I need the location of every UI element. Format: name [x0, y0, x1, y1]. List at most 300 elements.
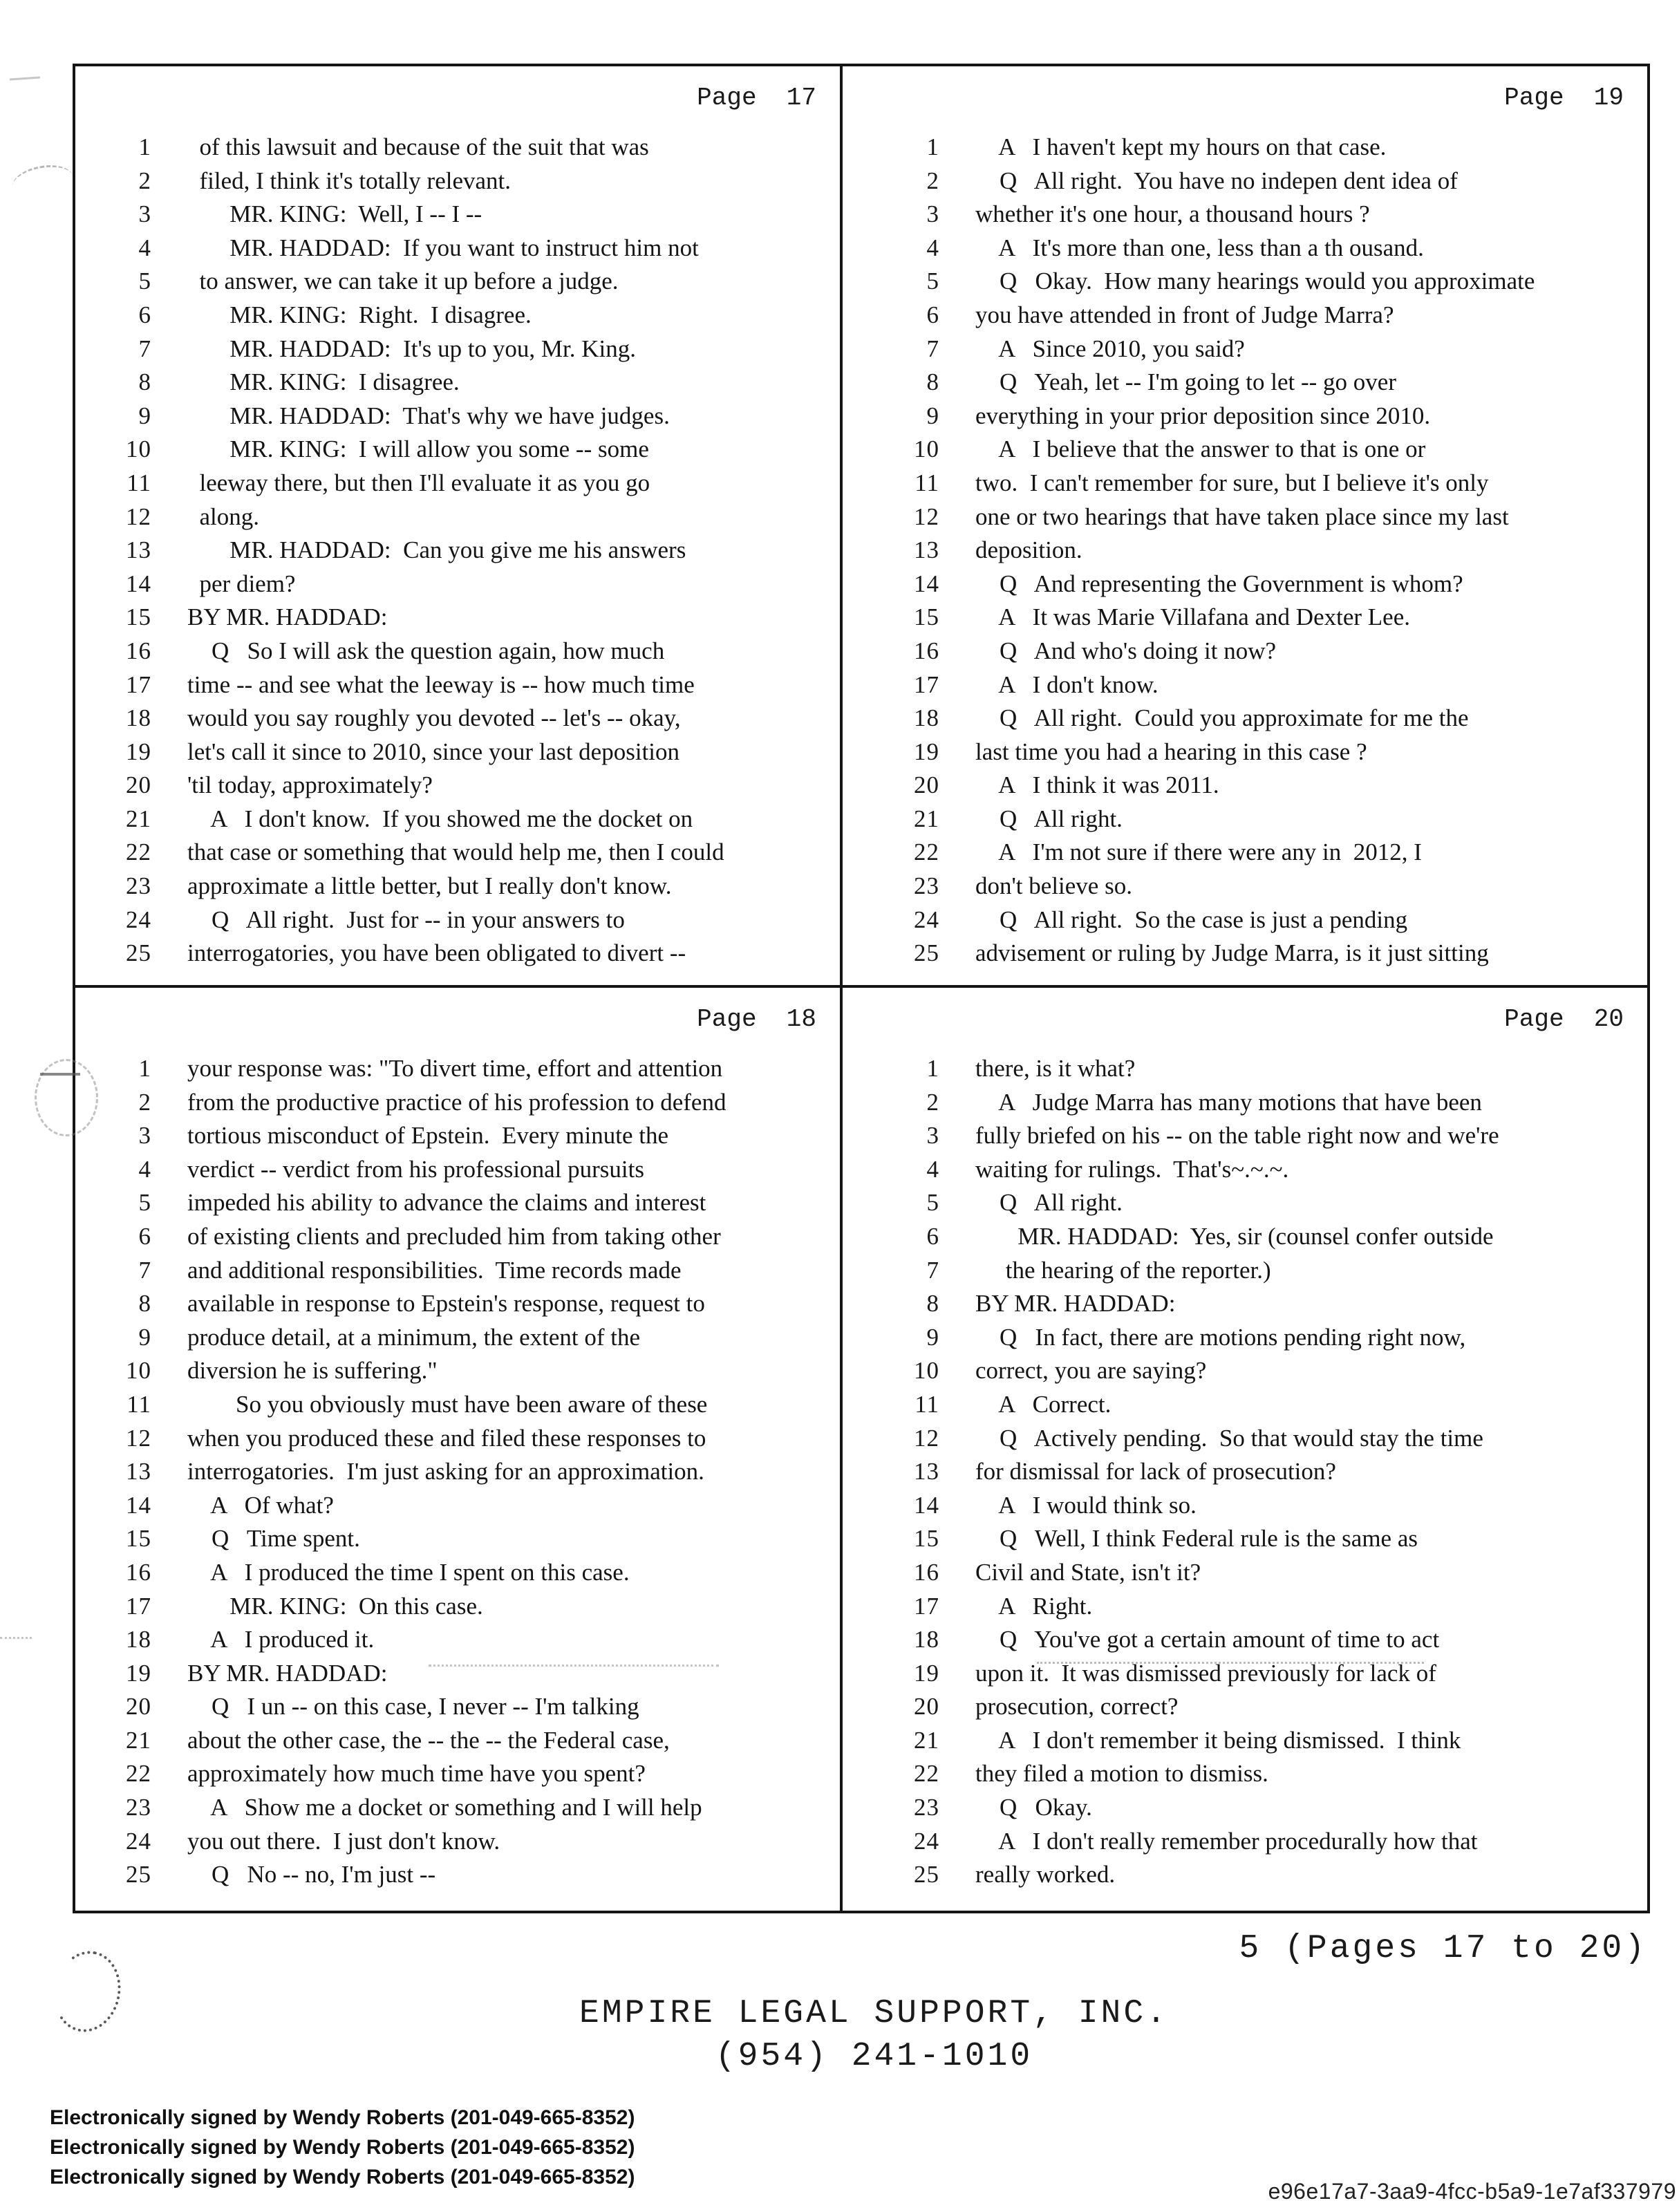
transcript-line [103, 534, 840, 568]
transcript-line [103, 1455, 840, 1489]
page-header: Page 20 [1504, 1005, 1624, 1033]
line-text: impeded his ability to advance the claims and interest [187, 1189, 706, 1217]
line-number: 23 [126, 1794, 151, 1821]
line-text: BY MR. HADDAD: [187, 1659, 388, 1687]
line-text: A I'm not sure if there were any in 2012, I [975, 838, 1422, 866]
line-number: 7 [926, 335, 939, 362]
line-text: about the other case, the -- the -- the Federal case, [187, 1726, 670, 1754]
line-number: 10 [126, 1357, 151, 1385]
line-number: 14 [914, 570, 939, 597]
line-number: 2 [926, 167, 939, 194]
line-text: A I don't know. If you showed me the docket on [187, 805, 693, 832]
line-text: A I produced it. [187, 1626, 375, 1653]
line-text: BY MR. HADDAD: [187, 603, 388, 631]
line-number: 7 [138, 335, 151, 362]
transcript-line [103, 131, 840, 165]
line-text: the hearing of the reporter.) [975, 1256, 1271, 1284]
line-number: 14 [914, 1491, 939, 1519]
line-text: A I think it was 2011. [975, 771, 1219, 799]
transcript-line [103, 332, 840, 366]
line-text: available in response to Epstein's response, request to [187, 1290, 705, 1318]
transcript-line [103, 1119, 840, 1153]
line-text: A Correct. [975, 1390, 1111, 1418]
transcript-line [891, 937, 1647, 971]
page-header: Page 18 [697, 1005, 816, 1033]
transcript-line [103, 803, 840, 836]
transcript-line [103, 1556, 840, 1590]
transcript-line [891, 500, 1647, 534]
line-text: when you produced these and filed these responses to [187, 1424, 706, 1452]
line-number: 12 [126, 503, 151, 530]
transcript-line [891, 601, 1647, 635]
line-text: your response was: "To divert time, effort and attention [187, 1055, 723, 1082]
line-text: MR. HADDAD: Yes, sir (counsel confer outside [975, 1222, 1494, 1250]
line-number: 18 [914, 704, 939, 732]
transcript-line [891, 1254, 1647, 1288]
transcript-line [103, 198, 840, 232]
transcript-line [103, 1422, 840, 1456]
line-number: 13 [914, 1458, 939, 1485]
transcript-line [891, 1153, 1647, 1187]
line-text: last time you had a hearing in this case ? [975, 738, 1367, 765]
line-text: MR. KING: On this case. [187, 1592, 483, 1620]
line-text: A Since 2010, you said? [975, 335, 1245, 362]
line-number: 2 [138, 167, 151, 194]
transcript-line [891, 131, 1647, 165]
transcript-line [891, 668, 1647, 702]
line-text: A I don't know. [975, 671, 1159, 698]
transcript-line [103, 1791, 840, 1825]
line-text: Q All right. Could you approximate for me the [975, 704, 1469, 732]
line-number: 9 [926, 402, 939, 429]
transcript-line [103, 1757, 840, 1791]
line-text: A It's more than one, less than a th ousand. [975, 234, 1424, 261]
line-number: 15 [914, 603, 939, 631]
line-text: would you say roughly you devoted -- let's -- okay, [187, 704, 681, 732]
line-number: 14 [126, 570, 151, 597]
transcript-line [891, 836, 1647, 870]
line-number: 23 [914, 1794, 939, 1821]
line-text: MR. KING: I disagree. [187, 368, 460, 396]
page-range-label: 5 (Pages 17 to 20) [1239, 1930, 1647, 1967]
line-text: everything in your prior deposition since 2010. [975, 402, 1431, 429]
line-text: A Of what? [187, 1491, 334, 1519]
line-number: 1 [926, 1055, 939, 1082]
page-header: Page 19 [1504, 84, 1624, 112]
line-number: 21 [914, 1726, 939, 1754]
line-text: Q I un -- on this case, I never -- I'm talking [187, 1693, 639, 1721]
line-number: 8 [926, 1290, 939, 1318]
line-text: A I haven't kept my hours on that case. [975, 133, 1387, 160]
line-text: So you obviously must have been aware of these [187, 1390, 708, 1418]
line-number: 24 [126, 1827, 151, 1855]
transcript-line [103, 1690, 840, 1724]
line-number: 21 [126, 1726, 151, 1754]
line-text: diversion he is suffering." [187, 1357, 438, 1385]
transcript-line [103, 702, 840, 735]
transcript-line [891, 534, 1647, 568]
line-text: two. I can't remember for sure, but I believe it's only [975, 469, 1489, 496]
line-text: you have attended in front of Judge Marra? [975, 301, 1394, 328]
document-id: e96e17a7-3aa9-4fcc-b5a9-1e7af337979 [1268, 2179, 1676, 2204]
line-text: deposition. [975, 536, 1082, 564]
line-number: 20 [914, 771, 939, 799]
transcript-line [103, 1489, 840, 1523]
line-number: 23 [126, 872, 151, 900]
line-number: 6 [926, 301, 939, 328]
line-number: 25 [126, 1861, 151, 1888]
transcript-line [891, 332, 1647, 366]
transcript-line [103, 769, 840, 803]
line-number: 16 [914, 1558, 939, 1586]
line-text: there, is it what? [975, 1055, 1136, 1082]
transcript-line [891, 265, 1647, 299]
line-text: 'til today, approximately? [187, 771, 433, 799]
line-number: 10 [914, 1357, 939, 1385]
line-text: Q All right. [975, 1189, 1123, 1217]
transcript-line [103, 1354, 840, 1388]
transcript-line [891, 1422, 1647, 1456]
line-text: Q All right. [975, 805, 1123, 832]
line-number: 1 [138, 133, 151, 160]
line-text: approximately how much time have you spent? [187, 1760, 646, 1788]
line-text: Q So I will ask the question again, how much [187, 637, 665, 664]
line-text: A I don't really remember procedurally how that [975, 1827, 1478, 1855]
line-number: 4 [138, 1155, 151, 1183]
transcript-line [891, 1186, 1647, 1220]
line-text: from the productive practice of his profession to defend [187, 1088, 726, 1116]
line-number: 17 [914, 671, 939, 698]
line-number: 8 [138, 1290, 151, 1318]
line-number: 13 [126, 1458, 151, 1485]
transcript-line [103, 400, 840, 433]
transcript-line [103, 1153, 840, 1187]
line-text: interrogatories. I'm just asking for an approximation. [187, 1458, 704, 1485]
line-text: MR. HADDAD: Can you give me his answers [187, 536, 686, 564]
transcript-line [891, 568, 1647, 601]
line-number: 17 [914, 1592, 939, 1620]
line-text: time -- and see what the leeway is -- how much time [187, 671, 695, 698]
transcript-line [103, 1086, 840, 1120]
transcript-line [891, 198, 1647, 232]
transcript-line [103, 1590, 840, 1624]
line-number: 7 [926, 1256, 939, 1284]
line-number: 22 [126, 1760, 151, 1788]
line-number: 4 [926, 234, 939, 261]
transcript-line [103, 299, 840, 332]
line-number: 20 [126, 1693, 151, 1721]
line-text: MR. HADDAD: It's up to you, Mr. King. [187, 335, 636, 362]
line-text: produce detail, at a minimum, the extent of the [187, 1323, 641, 1351]
transcript-line [891, 433, 1647, 467]
reporting-company-phone: (954) 241-1010 [715, 2038, 1033, 2075]
line-number: 3 [138, 200, 151, 228]
scan-artifact-dash [10, 76, 40, 80]
transcript-line [103, 1186, 840, 1220]
line-text: that case or something that would help me, then I could [187, 838, 724, 866]
transcript-line [103, 366, 840, 400]
scan-artifact-circle [46, 1944, 128, 2038]
line-text: to answer, we can take it up before a judge. [187, 268, 619, 295]
transcript-line [891, 400, 1647, 433]
transcript-line [103, 903, 840, 937]
line-text: let's call it since to 2010, since your last deposition [187, 738, 680, 765]
line-number: 3 [926, 1122, 939, 1150]
line-text: Q No -- no, I'm just -- [187, 1861, 436, 1888]
line-text: really worked. [975, 1861, 1116, 1888]
line-text: of this lawsuit and because of the suit that was [187, 133, 649, 160]
transcript-line [103, 265, 840, 299]
line-number: 14 [126, 1491, 151, 1519]
line-text: correct, you are saying? [975, 1357, 1207, 1385]
line-text: per diem? [187, 570, 296, 597]
transcript-line [891, 1724, 1647, 1758]
line-number: 16 [126, 637, 151, 664]
page-lines [103, 131, 840, 971]
line-number: 1 [138, 1055, 151, 1082]
transcript-line [103, 870, 840, 903]
line-text: advisement or ruling by Judge Marra, is it just sitting [975, 939, 1489, 967]
transcript-line [103, 1254, 840, 1288]
line-text: approximate a little better, but I really don't know. [187, 872, 672, 900]
line-text: they filed a motion to dismiss. [975, 1760, 1268, 1788]
line-text: Q All right. You have no indepen dent idea of [975, 167, 1458, 194]
transcript-line [891, 803, 1647, 836]
transcript-line [891, 769, 1647, 803]
scan-artifact-dots [0, 1637, 32, 1639]
line-number: 12 [126, 1424, 151, 1452]
transcript-line [103, 433, 840, 467]
transcript-line [891, 1590, 1647, 1624]
transcript-line [891, 366, 1647, 400]
transcript-line [891, 1086, 1647, 1120]
line-number: 7 [138, 1256, 151, 1284]
line-text: whether it's one hour, a thousand hours ? [975, 200, 1370, 228]
transcript-line [103, 1724, 840, 1758]
transcript-line [103, 467, 840, 500]
page-lines [103, 1052, 840, 1892]
line-text: MR. KING: I will allow you some -- some [187, 435, 649, 463]
line-text: Q And who's doing it now? [975, 637, 1277, 664]
line-number: 5 [138, 268, 151, 295]
line-number: 19 [126, 1659, 151, 1687]
line-text: Q You've got a certain amount of time to act [975, 1626, 1440, 1653]
transcript-line [103, 1858, 840, 1892]
line-text: MR. KING: Right. I disagree. [187, 301, 532, 328]
line-text: you out there. I just don't know. [187, 1827, 500, 1855]
line-number: 6 [926, 1222, 939, 1250]
transcript-line [103, 1052, 840, 1086]
page-lines [891, 1052, 1647, 1892]
transcript-line [891, 1791, 1647, 1825]
line-text: waiting for rulings. That's~.~.~. [975, 1155, 1289, 1183]
line-number: 13 [126, 536, 151, 564]
line-number: 1 [926, 133, 939, 160]
reporting-company-name: EMPIRE LEGAL SUPPORT, INC. [579, 1995, 1169, 2032]
transcript-line [891, 1220, 1647, 1254]
transcript-line [891, 1354, 1647, 1388]
line-number: 11 [126, 469, 151, 496]
line-number: 4 [926, 1155, 939, 1183]
line-number: 5 [138, 1189, 151, 1217]
transcript-line [103, 1522, 840, 1556]
transcript-line [103, 1825, 840, 1859]
line-text: of existing clients and precluded him from taking other [187, 1222, 721, 1250]
line-number: 10 [914, 435, 939, 463]
line-number: 11 [914, 469, 939, 496]
line-text: Q And representing the Government is whom? [975, 570, 1463, 597]
line-text: prosecution, correct? [975, 1693, 1179, 1721]
transcript-line [891, 165, 1647, 198]
line-number: 21 [914, 805, 939, 832]
line-number: 18 [126, 1626, 151, 1653]
line-text: A Judge Marra has many motions that have been [975, 1088, 1482, 1116]
transcript-line [891, 1388, 1647, 1422]
transcript-line [891, 870, 1647, 903]
transcript-page-18 [75, 988, 840, 1911]
line-number: 8 [138, 368, 151, 396]
scan-artifact-curve [10, 161, 75, 203]
transcript-line [103, 165, 840, 198]
line-number: 24 [914, 906, 939, 933]
transcript-line [891, 903, 1647, 937]
line-text: leeway there, but then I'll evaluate it as you go [187, 469, 650, 496]
signature-line: Electronically signed by Wendy Roberts (201-049-665-8352) [50, 2166, 635, 2188]
line-text: Q All right. Just for -- in your answers to [187, 906, 625, 933]
line-number: 6 [138, 301, 151, 328]
line-number: 19 [914, 1659, 939, 1687]
transcript-line [103, 568, 840, 601]
line-number: 15 [126, 603, 151, 631]
transcript-line [891, 1489, 1647, 1523]
line-text: Q Time spent. [187, 1525, 360, 1553]
transcript-line [103, 1623, 840, 1657]
line-number: 2 [138, 1088, 151, 1116]
line-number: 22 [126, 838, 151, 866]
transcript-line [103, 601, 840, 635]
line-text: A It was Marie Villafana and Dexter Lee. [975, 603, 1410, 631]
line-text: for dismissal for lack of prosecution? [975, 1458, 1336, 1485]
transcript-grid [73, 64, 1650, 1913]
line-number: 4 [138, 234, 151, 261]
transcript-page-20 [843, 988, 1647, 1911]
line-number: 9 [138, 1323, 151, 1351]
line-number: 3 [926, 200, 939, 228]
line-number: 15 [126, 1525, 151, 1553]
line-number: 13 [914, 536, 939, 564]
signature-line: Electronically signed by Wendy Roberts (201-049-665-8352) [50, 2106, 635, 2129]
line-text: A I believe that the answer to that is one or [975, 435, 1426, 463]
transcript-line [103, 1657, 840, 1691]
line-number: 21 [126, 805, 151, 832]
line-text: Q Yeah, let -- I'm going to let -- go over [975, 368, 1396, 396]
transcript-line [891, 1119, 1647, 1153]
line-text: A I would think so. [975, 1491, 1197, 1519]
line-number: 17 [126, 1592, 151, 1620]
line-number: 15 [914, 1525, 939, 1553]
line-text: A I produced the time I spent on this case. [187, 1558, 630, 1586]
transcript-line [103, 735, 840, 769]
line-number: 6 [138, 1222, 151, 1250]
transcript-line [103, 1220, 840, 1254]
transcript-line [103, 500, 840, 534]
signature-line: Electronically signed by Wendy Roberts (201-049-665-8352) [50, 2136, 635, 2159]
line-text: MR. KING: Well, I -- I -- [187, 200, 482, 228]
transcript-line [891, 1858, 1647, 1892]
line-number: 20 [126, 771, 151, 799]
line-number: 23 [914, 872, 939, 900]
transcript-line [891, 1690, 1647, 1724]
transcript-line [891, 1757, 1647, 1791]
transcript-line [891, 1825, 1647, 1859]
line-number: 20 [914, 1693, 939, 1721]
transcript-line [891, 299, 1647, 332]
line-text: BY MR. HADDAD: [975, 1290, 1176, 1318]
line-number: 22 [914, 1760, 939, 1788]
page-lines [891, 131, 1647, 971]
line-text: Q Well, I think Federal rule is the same as [975, 1525, 1418, 1553]
transcript-line [891, 1522, 1647, 1556]
transcript-line [103, 1321, 840, 1355]
transcript-line [891, 735, 1647, 769]
line-text: Q Okay. [975, 1794, 1092, 1821]
transcript-line [891, 1657, 1647, 1691]
line-text: along. [187, 503, 260, 530]
transcript-line [891, 1556, 1647, 1590]
line-number: 11 [126, 1390, 151, 1418]
line-text: filed, I think it's totally relevant. [187, 167, 512, 194]
line-number: 19 [914, 738, 939, 765]
line-number: 24 [914, 1827, 939, 1855]
line-number: 17 [126, 671, 151, 698]
transcript-line [891, 1623, 1647, 1657]
transcript-line [103, 1287, 840, 1321]
transcript-line [891, 635, 1647, 668]
line-number: 16 [126, 1558, 151, 1586]
line-number: 3 [138, 1122, 151, 1150]
line-number: 25 [914, 1861, 939, 1888]
line-text: one or two hearings that have taken place since my last [975, 503, 1509, 530]
line-text: Q All right. So the case is just a pending [975, 906, 1408, 933]
signature-block [50, 2103, 635, 2192]
page-header: Page 17 [697, 84, 816, 112]
transcript-line [891, 1052, 1647, 1086]
transcript-line [891, 1321, 1647, 1355]
line-text: interrogatories, you have been obligated to divert -- [187, 939, 686, 967]
line-text: Q In fact, there are motions pending right now, [975, 1323, 1466, 1351]
line-text: fully briefed on his -- on the table right now and we're [975, 1122, 1499, 1150]
transcript-page-19 [843, 66, 1647, 985]
line-text: Civil and State, isn't it? [975, 1558, 1201, 1586]
line-text: MR. HADDAD: That's why we have judges. [187, 402, 670, 429]
transcript-line [891, 1287, 1647, 1321]
line-text: A I don't remember it being dismissed. I think [975, 1726, 1461, 1754]
line-number: 8 [926, 368, 939, 396]
transcript-line [891, 702, 1647, 735]
transcript-line [891, 1455, 1647, 1489]
line-text: verdict -- verdict from his professional pursuits [187, 1155, 644, 1183]
line-number: 12 [914, 1424, 939, 1452]
line-number: 5 [926, 1189, 939, 1217]
line-text: Q Actively pending. So that would stay the time [975, 1424, 1483, 1452]
line-number: 5 [926, 268, 939, 295]
line-text: tortious misconduct of Epstein. Every minute the [187, 1122, 668, 1150]
line-text: Q Okay. How many hearings would you approximate [975, 268, 1535, 295]
transcript-line [891, 467, 1647, 500]
transcript-line [103, 937, 840, 971]
transcript-line [891, 232, 1647, 265]
line-number: 24 [126, 906, 151, 933]
